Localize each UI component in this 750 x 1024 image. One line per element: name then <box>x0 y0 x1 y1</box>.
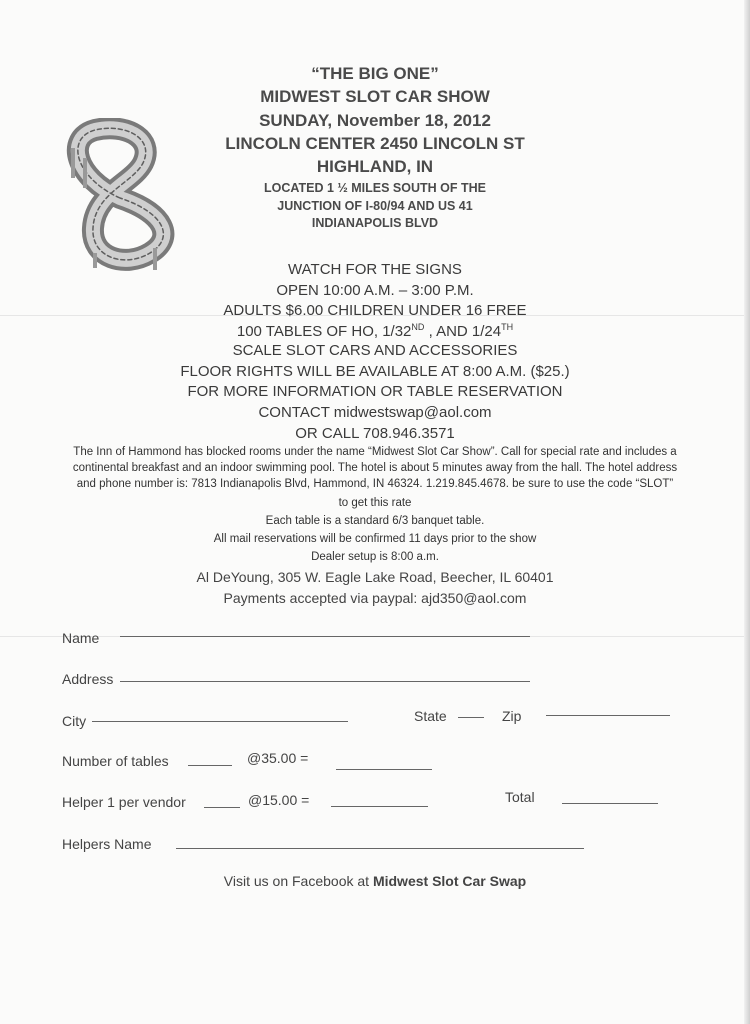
table-size-note: Each table is a standard 6/3 banquet table. <box>265 515 485 527</box>
hotel-line-1: The Inn of Hammond has blocked rooms under the name “Midwest Slot Car Show”. Call for special rate and includes a <box>73 446 677 458</box>
location-line-1: LOCATED 1 ½ MILES SOUTH OF THE <box>263 181 486 195</box>
tables-amount-field[interactable] <box>336 769 432 770</box>
helpers-name-label: Helpers Name <box>62 836 152 852</box>
address-field[interactable] <box>120 681 530 682</box>
watch-signs: WATCH FOR THE SIGNS <box>288 261 462 278</box>
hotel-line-2: continental breakfast and an indoor swimming pool. The hotel is about 5 minutes away from the hall. The hotel address <box>72 462 678 474</box>
tables-text-b: , AND 1/24 <box>424 323 502 340</box>
venue-city: HIGHLAND, IN <box>316 157 434 176</box>
address-label: Address <box>62 671 114 687</box>
more-info: FOR MORE INFORMATION OR TABLE RESERVATION <box>187 383 563 400</box>
scale-line: SCALE SLOT CARS AND ACCESSORIES <box>232 342 518 359</box>
contact-phone: OR CALL 708.946.3571 <box>295 425 455 442</box>
reservation-note: All mail reservations will be confirmed 11 days prior to the show <box>213 533 537 545</box>
facebook-line <box>0 873 750 889</box>
venue: LINCOLN CENTER 2450 LINCOLN ST <box>225 134 525 153</box>
facebook-page: Midwest Slot Car Swap <box>372 873 527 889</box>
helper-count-field[interactable] <box>204 807 240 808</box>
state-label: State <box>414 708 447 724</box>
floor-rights: FLOOR RIGHTS WILL BE AVAILABLE AT 8:00 A.M. ($25.) <box>180 363 570 380</box>
mailing-address: Al DeYoung, 305 W. Eagle Lake Road, Beecher, IL 60401 <box>196 569 554 585</box>
tables-count-field[interactable] <box>188 765 232 766</box>
tables-text-a: 100 TABLES OF HO, 1/32 <box>236 323 412 340</box>
city-field[interactable] <box>92 721 348 722</box>
tables-label: Number of tables <box>62 753 169 769</box>
location-line-3: INDIANAPOLIS BLVD <box>311 216 439 230</box>
total-field[interactable] <box>562 803 658 804</box>
helper-label: Helper 1 per vendor <box>62 794 186 810</box>
helper-amount-field[interactable] <box>331 806 428 807</box>
open-hours: OPEN 10:00 A.M. – 3:00 P.M. <box>276 282 474 299</box>
sup-nd: ND <box>411 322 425 332</box>
hotel-line-3: and phone number is: 7813 Indianapolis Blvd, Hammond, IN 46324. 1.219.845.4678. be sure to use the code “SLOT” <box>76 478 674 490</box>
zip-label: Zip <box>502 708 522 724</box>
zip-field[interactable] <box>546 715 670 716</box>
admission: ADULTS $6.00 CHILDREN UNDER 16 FREE <box>223 302 527 319</box>
helpers-name-field[interactable] <box>176 848 584 849</box>
location-line-2: JUNCTION OF I-80/94 AND US 41 <box>277 199 473 213</box>
name-label: Name <box>62 630 100 646</box>
facebook-text: Visit us on Facebook at <box>223 873 373 889</box>
state-field[interactable] <box>458 717 484 718</box>
show-date: SUNDAY, November 18, 2012 <box>259 111 491 130</box>
name-field[interactable] <box>120 636 530 637</box>
tables-price-label: @35.00 = <box>247 750 309 766</box>
paypal-info: Payments accepted via paypal: ajd350@aol.com <box>223 590 527 606</box>
city-label: City <box>62 713 87 729</box>
contact-email: CONTACT midwestswap@aol.com <box>258 404 492 421</box>
helper-price-label: @15.00 = <box>248 792 310 808</box>
hotel-line-4: to get this rate <box>338 497 412 509</box>
show-title: “THE BIG ONE” <box>311 64 439 83</box>
tables-scales <box>0 322 750 340</box>
total-label: Total <box>505 789 535 805</box>
dealer-setup-note: Dealer setup is 8:00 a.m. <box>311 551 439 563</box>
sup-th: TH <box>501 322 514 332</box>
show-name: MIDWEST SLOT CAR SHOW <box>260 87 490 106</box>
